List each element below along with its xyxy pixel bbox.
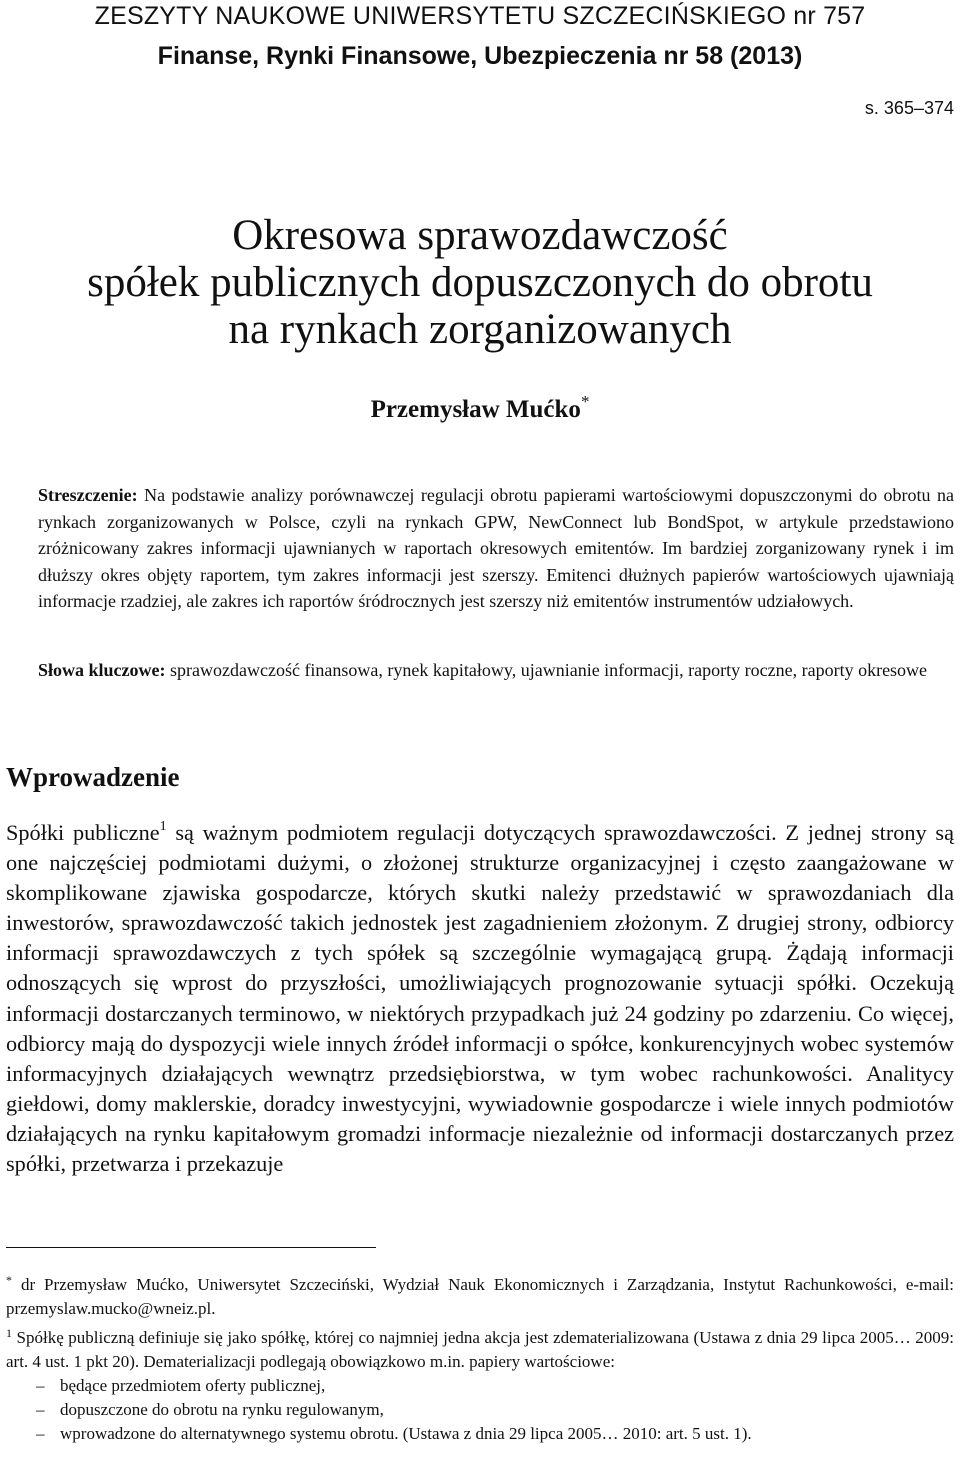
dash-bullet: – <box>36 1400 45 1419</box>
abstract-text: Na podstawie analizy porównawczej regulacji obrotu papierami wartościowymi dopuszczonymi do obrotu na rynkach zorganizowanych w Polsce, czyli na rynkach GPW, NewConnect lub BondSpot, w artykule przedstawiono zróżnicowany zakres informacji ujawnianych w raportach okresowych emitentów. Im bardziej zorganizowany rynek i im dłuższy okres objęty raportem, tym zakres informacji jest szerszy. Emitenci dłużnych papierów wartościowych ujawniają informacje rzadziej, ale zakres ich raportów śródrocznych jest szerszy niż emitentów instrumentów udziałowych. <box>38 485 954 611</box>
list-item-text: dopuszczone do obrotu na rynku regulowanym, <box>60 1400 384 1419</box>
list-item <box>6 1422 954 1446</box>
author-line <box>0 392 960 424</box>
title-line: Okresowa sprawozdawczość <box>232 212 728 259</box>
keywords-label: Słowa kluczowe: <box>38 660 166 680</box>
body-text-start: Spółki publiczne <box>6 820 160 845</box>
journal-name: ZESZYTY NAUKOWE UNIWERSYTETU SZCZECIŃSKIEGO nr 757 <box>94 2 866 30</box>
footnote-mark: 1 <box>6 1326 12 1340</box>
footnote-text: dr Przemysław Mućko, Uniwersytet Szczeciński, Wydział Nauk Ekonomicznych i Zarządzania, Instytut Rachunkowości, e-mail: przemyslaw.mucko@wneiz.pl. <box>6 1275 954 1318</box>
dash-bullet: – <box>36 1376 45 1395</box>
body-text-rest: są ważnym podmiotem regulacji dotyczących sprawozdawczości. Z jednej strony są one najczęściej podmiotami dużymi, o złożonej strukturze organizacyjnej i często zaangażowane w skomplikowane zjawiska gospodarcze, których skutki należy przedstawić w sprawozdaniach dla inwestorów, sprawozdawczość takich jednostek jest zagadnieniem złożonym. Z drugiej strony, odbiorcy informacji sprawozdawczych z tych spółek są szczególnie wymagającą grupą. Żądają informacji odnoszących się wprost do przyszłości, umożliwiających prognozowanie sytuacji spółki. Oczekują informacji dostarczanych terminowo, w niektórych przypadkach już 24 godziny po zdarzeniu. Co więcej, odbiorcy mają do dyspozycji wiele innych źródeł informacji o spółce, konkurencyjnych wobec systemów informacyjnych działających wewnątrz przedsiębiorstwa, w tym wobec rachunkowości. Analitycy giełdowi, domy maklerskie, doradcy inwestycyjni, wywiadownie gospodarcze i wiele innych podmiotów działających na rynku kapitałowym gromadzi informacje niezależnie od informacji dostarczanych przez spółki, przetwarza i przekazuje <box>6 820 954 1177</box>
page-range: s. 365–374 <box>864 98 954 118</box>
title-line: spółek publicznych dopuszczonych do obrotu <box>87 259 873 306</box>
abstract <box>38 482 954 615</box>
footnote-1 <box>6 1321 954 1374</box>
list-item <box>6 1374 954 1398</box>
body-paragraph <box>6 812 954 1179</box>
footnote-text: Spółkę publiczną definiuje się jako spółkę, której co najmniej jedna akcja jest zdematerializowana (Ustawa z dnia 29 lipca 2005… 2009: art. 4 ust. 1 pkt 20). Dematerializacji podlegają obowiązkowo m.in. papiery wartościowe: <box>6 1328 954 1371</box>
list-item <box>6 1398 954 1422</box>
footnote-list <box>6 1374 954 1446</box>
author-footnote-mark[interactable]: * <box>580 392 590 411</box>
author-name: Przemysław Mućko <box>370 396 581 423</box>
footnote-author <box>6 1268 954 1321</box>
footnote-ref-1[interactable]: 1 <box>159 819 167 834</box>
keywords-text: sprawozdawczość finansowa, rynek kapitałowy, ujawnianie informacji, raporty roczne, raporty okresowe <box>170 660 928 680</box>
footnote-mark: * <box>6 1273 12 1287</box>
dash-bullet: – <box>36 1424 45 1443</box>
keywords <box>38 657 954 684</box>
footnotes <box>6 1268 954 1446</box>
title-line: na rynkach zorganizowanych <box>228 306 732 353</box>
journal-issue: Finanse, Rynki Finansowe, Ubezpieczenia nr 58 (2013) <box>157 42 803 70</box>
abstract-label: Streszczenie: <box>38 485 138 505</box>
list-item-text: wprowadzone do alternatywnego systemu obrotu. (Ustawa z dnia 29 lipca 2005… 2010: art. 5 ust. 1). <box>60 1424 752 1443</box>
article-title <box>0 212 960 353</box>
footnote-separator <box>6 1247 376 1248</box>
section-heading: Wprowadzenie <box>6 762 180 792</box>
list-item-text: będące przedmiotem oferty publicznej, <box>60 1376 326 1395</box>
